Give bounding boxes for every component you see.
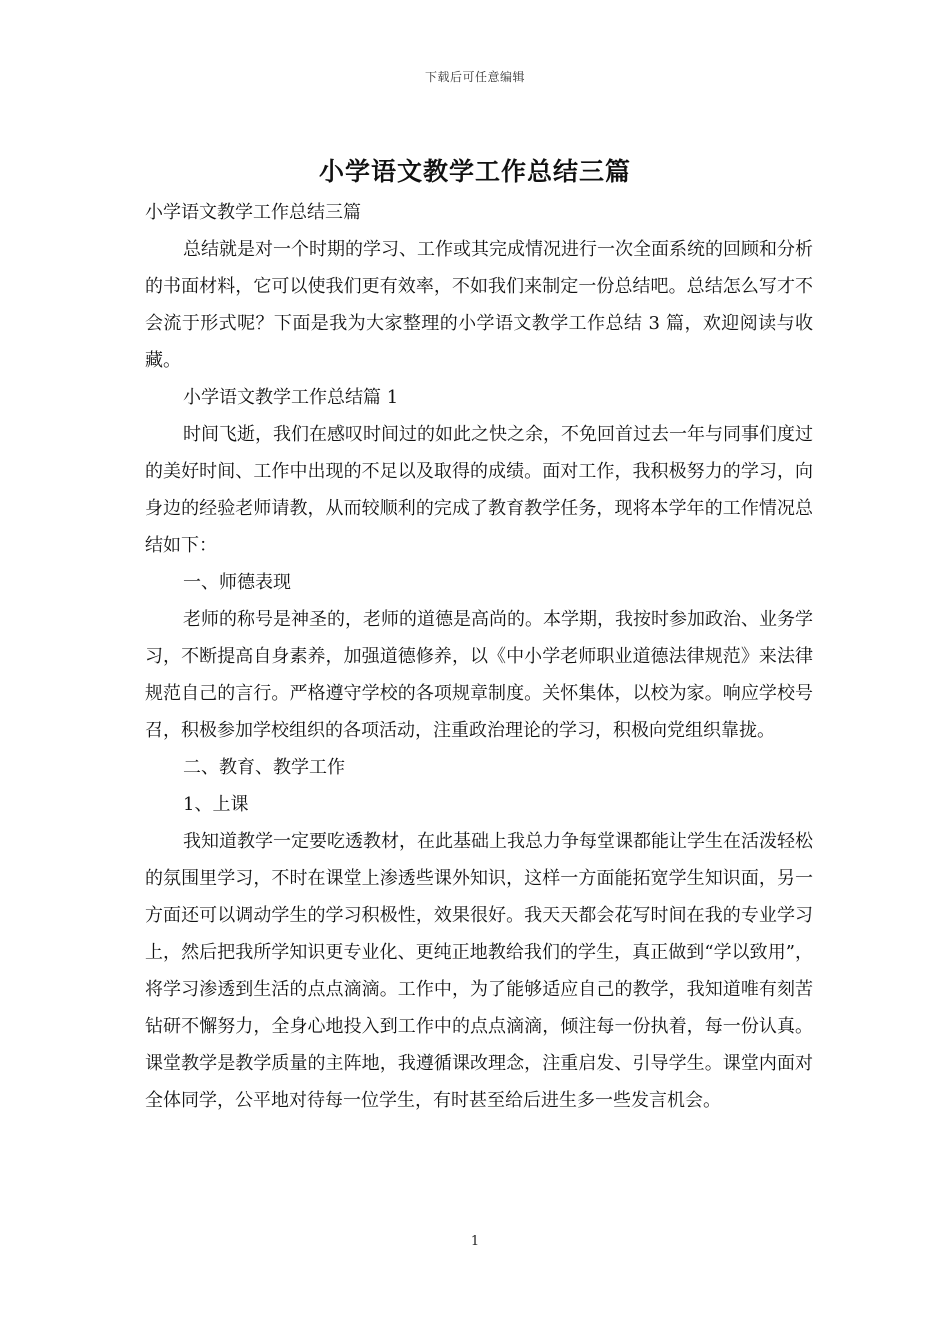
- section-heading-ethics: 一、师德表现: [183, 572, 291, 593]
- section-heading-part-1: 小学语文教学工作总结篇 1: [183, 387, 399, 408]
- page-number: 1: [470, 1234, 480, 1249]
- intro-paragraph: 总结就是对一个时期的学习、工作或其完成情况进行一次全面系统的回顾和分析的书面材料，它可以使我们更有效率，不如我们来制定一份总结吧。总结怎么写才不会流于形式呢？下面是我为大家整理的小学语文教学工作总结 3 篇，欢迎阅读与收藏。: [145, 239, 813, 371]
- document-body: [145, 194, 813, 1119]
- body-paragraph: 老师的称号是神圣的，老师的道德是高尚的。本学期，我按时参加政治、业务学习，不断提高自身素养，加强道德修养，以《中小学老师职业道德法律规范》来法律规范自己的言行。严格遵守学校的各项规章制度。关怀集体，以校为家。响应学校号召，积极参加学校组织的各项活动，注重政治理论的学习，积极向党组织靠拢。: [145, 609, 813, 741]
- subtitle-paragraph: 小学语文教学工作总结三篇: [145, 202, 361, 223]
- body-paragraph: 时间飞逝，我们在感叹时间过的如此之快之余，不免回首过去一年与同事们度过的美好时间、工作中出现的不足以及取得的成绩。面对工作，我积极努力的学习，向身边的经验老师请教，从而较顺利的完成了教育教学任务，现将本学年的工作情况总结如下：: [145, 424, 813, 556]
- header-note: 下载后可任意编辑: [424, 70, 525, 84]
- body-paragraph: 我知道教学一定要吃透教材，在此基础上我总力争每堂课都能让学生在活泼轻松的氛围里学习，不时在课堂上渗透些课外知识，这样一方面能拓宽学生知识面，另一方面还可以调动学生的学习积极性，效果很好。我天天都会花写时间在我的专业学习上，然后把我所学知识更专业化、更纯正地教给我们的学生，真正做到“学以致用”，将学习渗透到生活的点点滴滴。工作中，为了能够适应自己的教学，我知道唯有刻苦钻研不懈努力，全身心地投入到工作中的点点滴滴，倾注每一份执着，每一份认真。课堂教学是教学质量的主阵地，我遵循课改理念，注重启发、引导学生。课堂内面对全体同学，公平地对待每一位学生，有时甚至给后进生多一些发言机会。: [145, 831, 813, 1111]
- section-heading-teaching: 二、教育、教学工作: [183, 757, 345, 778]
- document-title: 小学语文教学工作总结三篇: [318, 157, 631, 186]
- subsection-heading-class: 1、上课: [183, 794, 249, 815]
